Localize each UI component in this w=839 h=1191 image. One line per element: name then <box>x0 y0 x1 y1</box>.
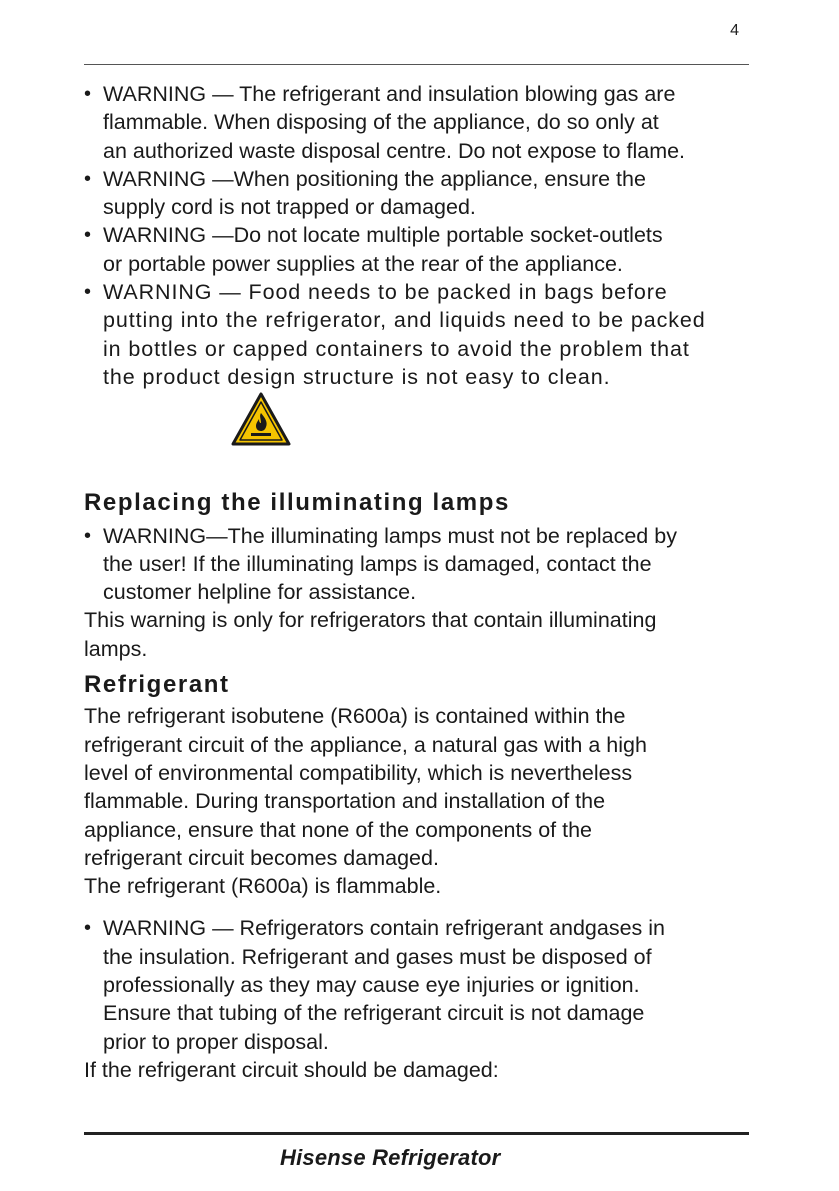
bullet-icon: • <box>84 281 92 304</box>
paragraph-line: refrigerant circuit becomes damaged. <box>84 845 439 870</box>
warning-line: WARNING — Food needs to be packed in bags before <box>103 280 668 305</box>
warning-line: an authorized waste disposal centre. Do not expose to flame. <box>103 138 686 163</box>
bullet-icon: • <box>84 83 92 105</box>
warning-supply-cord <box>84 165 754 222</box>
section-heading-refrigerant: Refrigerant <box>84 671 230 699</box>
paragraph-line: level of environmental compatibility, which is nevertheless <box>84 760 633 785</box>
top-divider <box>84 64 749 65</box>
warning-line: WARNING—The illuminating lamps must not be replaced by <box>103 523 677 548</box>
bullet-icon: • <box>84 224 92 247</box>
warning-line: WARNING —When positioning the appliance, ensure the <box>103 166 646 191</box>
warning-line: the user! If the illuminating lamps is damaged, contact the <box>103 551 652 576</box>
refrigerant-paragraph <box>84 702 754 900</box>
bullet-icon: • <box>84 917 92 940</box>
note-line: lamps. <box>84 636 148 661</box>
refrigerant-damaged-line: If the refrigerant circuit should be damaged: <box>84 1057 499 1082</box>
warning-line: or portable power supplies at the rear of the appliance. <box>103 251 623 276</box>
paragraph-line: refrigerant circuit of the appliance, a natural gas with a high <box>84 732 647 757</box>
paragraph-line: The refrigerant isobutene (R600a) is contained within the <box>84 704 626 729</box>
paragraph-line: flammable. During transportation and installation of the <box>84 789 606 814</box>
lamps-note <box>84 606 754 663</box>
warning-line: in bottles or capped containers to avoid the problem that <box>103 336 690 361</box>
warning-flammable-gas <box>84 80 754 165</box>
warning-line: putting into the refrigerator, and liquids need to be packed <box>103 308 706 333</box>
bullet-icon: • <box>84 524 92 547</box>
note-line: This warning is only for refrigerators that contain illuminating <box>84 608 657 633</box>
warning-line: WARNING —Do not locate multiple portable socket-outlets <box>103 223 663 248</box>
warning-food-packing <box>84 278 754 391</box>
paragraph-line: The refrigerant (R600a) is flammable. <box>84 874 442 899</box>
bullet-icon: • <box>84 167 92 190</box>
paragraph-line: appliance, ensure that none of the components of the <box>84 817 593 842</box>
warning-line: supply cord is not trapped or damaged. <box>103 195 476 220</box>
warning-line: WARNING — Refrigerators contain refrigerant andgases in <box>103 916 666 941</box>
warning-refrigerant-disposal <box>84 914 754 1055</box>
warning-line: professionally as they may cause eye injuries or ignition. <box>103 973 640 998</box>
page-number: 4 <box>730 22 739 39</box>
warning-socket-outlets <box>84 221 754 278</box>
warning-lamps <box>84 522 754 607</box>
warning-line: flammable. When disposing of the appliance, do so only at <box>103 110 659 135</box>
warning-line: Ensure that tubing of the refrigerant circuit is not damage <box>103 1001 645 1026</box>
warning-line: prior to proper disposal. <box>103 1029 329 1054</box>
warning-line: WARNING — The refrigerant and insulation blowing gas are <box>103 82 676 106</box>
page-content <box>84 80 754 1084</box>
warning-line: the product design structure is not easy to clean. <box>103 364 611 389</box>
bottom-divider <box>84 1132 749 1135</box>
brand-footer: Hisense Refrigerator <box>280 1145 501 1170</box>
flammable-warning-icon <box>230 391 292 447</box>
warning-line: customer helpline for assistance. <box>103 580 417 605</box>
warning-line: the insulation. Refrigerant and gases must be disposed of <box>103 944 652 969</box>
section-heading-lamps: Replacing the illuminating lamps <box>84 489 510 517</box>
